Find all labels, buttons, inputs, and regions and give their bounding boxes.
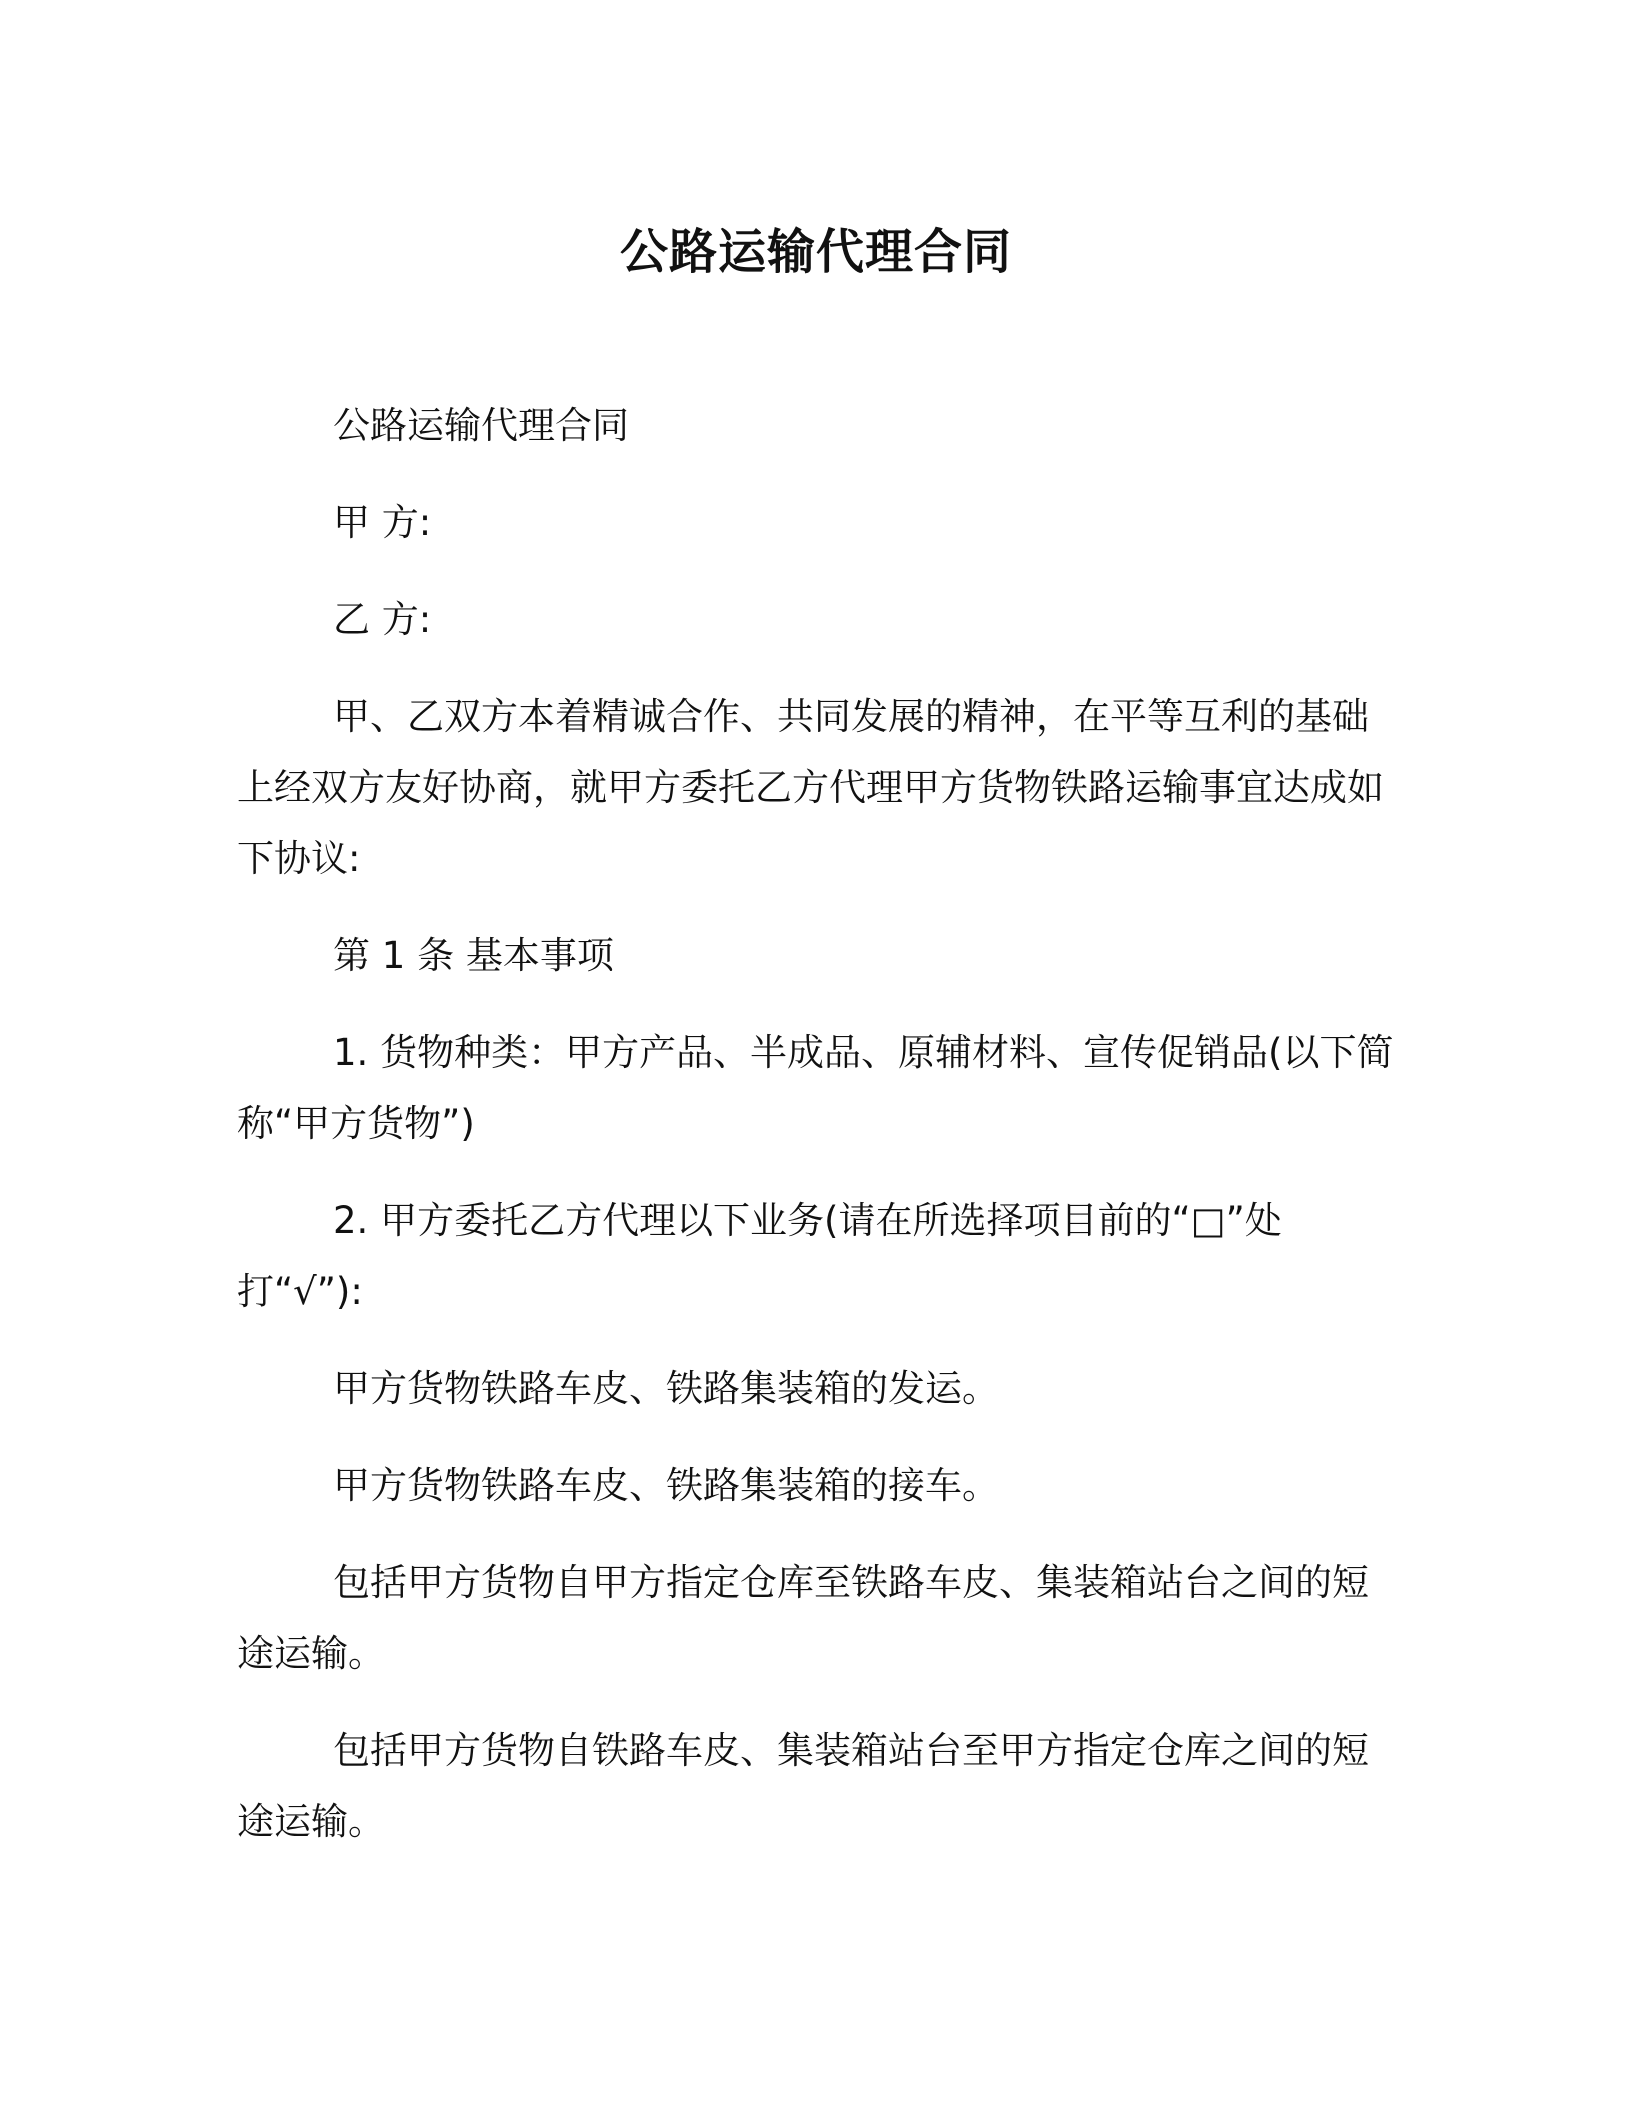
paragraph-receive: 甲方货物铁路车皮、铁路集装箱的接车。 — [333, 1464, 999, 1507]
paragraph-inbound-transport: 包括甲方货物自铁路车皮、集装箱站台至甲方指定仓库之间的短途运输。 — [237, 1729, 1369, 1843]
document-title: 公路运输代理合同 — [619, 224, 1012, 280]
paragraph-article-1-heading: 第 1 条 基本事项 — [333, 934, 614, 977]
paragraph-outbound-transport: 包括甲方货物自甲方指定仓库至铁路车皮、集装箱站台之间的短途运输。 — [237, 1561, 1369, 1675]
paragraph-business-scope: 2. 甲方委托乙方代理以下业务(请在所选择项目前的“□”处打“√”): — [237, 1199, 1282, 1313]
paragraph-goods-type: 1. 货物种类：甲方产品、半成品、原辅材料、宣传促销品(以下简称“甲方货物”) — [237, 1031, 1394, 1145]
paragraph-dispatch: 甲方货物铁路车皮、铁路集装箱的发运。 — [333, 1367, 999, 1410]
paragraph-party-b: 乙 方: — [333, 598, 432, 641]
document-body — [237, 390, 1397, 1883]
paragraph-contract-name: 公路运输代理合同 — [333, 404, 629, 447]
paragraph-preamble: 甲、乙双方本着精诚合作、共同发展的精神，在平等互利的基础上经双方友好协商，就甲方委托乙方代理甲方货物铁路运输事宜达成如下协议: — [237, 695, 1384, 880]
paragraph-party-a: 甲 方: — [333, 501, 432, 544]
